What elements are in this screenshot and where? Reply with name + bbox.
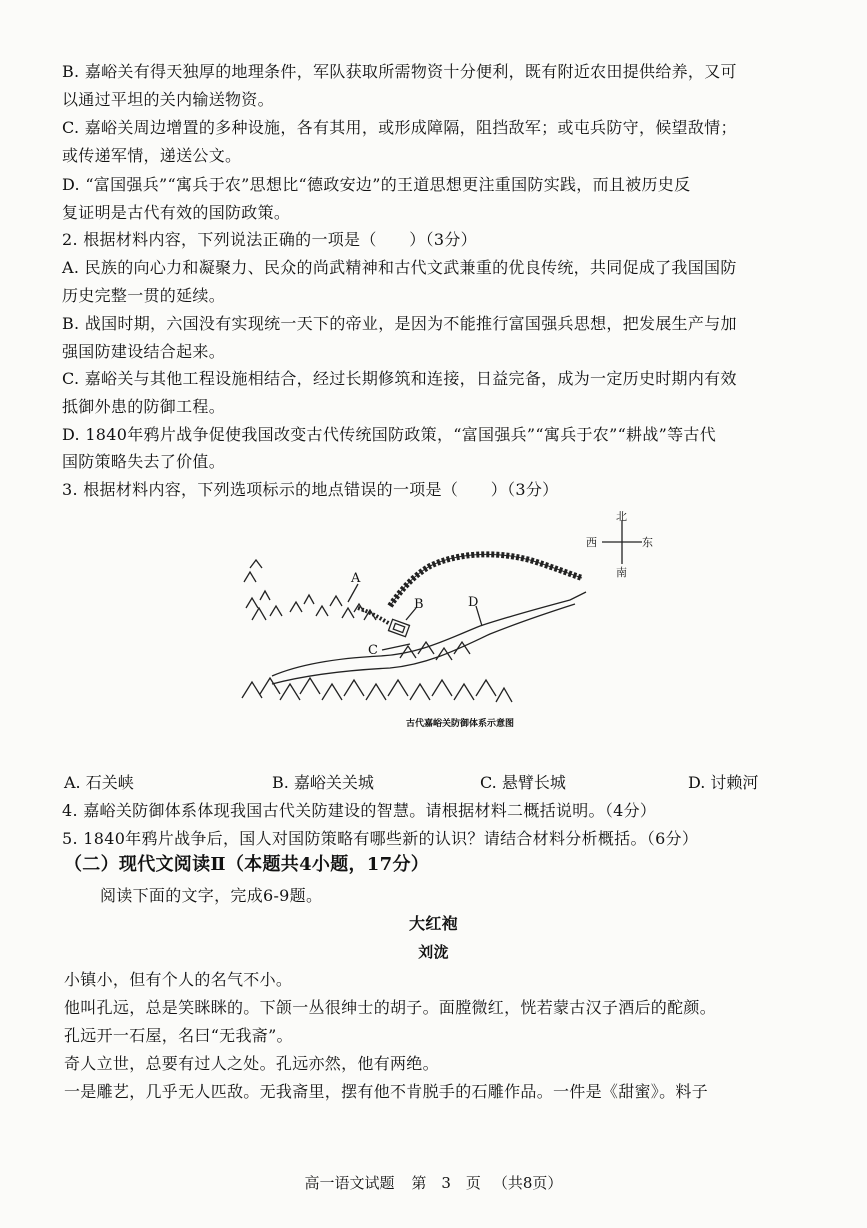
footer-page-number: 第 3 页: [411, 1174, 481, 1192]
story-line: 奇人立世，总要有过人之处。孔远亦然，他有两绝。: [64, 1054, 439, 1073]
story-line: 他叫孔远，总是笑眯眯的。下颌一丛很绅士的胡子。面膛微红，恍若蒙古汉子酒后的酡颜。: [64, 998, 717, 1017]
fort-icon: [388, 619, 409, 636]
q2-option-d-line2: 国防策略失去了价值。: [62, 452, 226, 471]
page-footer: [0, 1172, 867, 1193]
mountains-icon: [242, 560, 512, 702]
story-author: 刘泷: [418, 943, 449, 961]
river-line: [272, 592, 586, 676]
question-5: 5. 1840年鸦片战争后，国人对国防策略有哪些新的认识？请结合材料分析概括。（6分）: [62, 829, 699, 848]
defense-system-map: [230, 508, 690, 740]
footer-total-pages: （共8页）: [492, 1174, 563, 1192]
label-d: D: [468, 595, 479, 610]
label-b: B: [414, 597, 424, 612]
label-a: A: [351, 571, 361, 586]
q3-option-c: C. 悬臂长城: [480, 773, 566, 792]
map-caption: 古代嘉峪关防御体系示意图: [405, 719, 515, 729]
label-c: C: [368, 643, 378, 658]
q2-option-b-line1: B. 战国时期，六国没有实现统一天下的帝业，是因为不能推行富国强兵思想，把发展生产与加: [62, 314, 737, 333]
option-d-line2: 复证明是古代有效的国防政策。: [62, 203, 291, 222]
compass-west: 西: [586, 536, 597, 549]
compass-icon: [586, 510, 653, 579]
option-b-line1: B. 嘉峪关有得天独厚的地理条件，军队获取所需物资十分便利，既有附近农田提供给养，又可: [62, 62, 737, 81]
q2-option-c-line1: C. 嘉峪关与其他工程设施相结合，经过长期修筑和连接，日益完备，成为一定历史时期内有效: [62, 369, 737, 388]
question-3: 3. 根据材料内容，下列选项标示的地点错误的一项是（ ）（3分）: [62, 480, 559, 499]
story-line: 一是雕艺，几乎无人匹敌。无我斋里，摆有他不肯脱手的石雕作品。一件是《甜蜜》。料子: [64, 1082, 709, 1101]
story-title: 大红袍: [409, 914, 458, 933]
q2-option-a-line1: A. 民族的向心力和凝聚力、民众的尚武精神和古代文武兼重的优良传统，共同促成了我国国防: [62, 258, 737, 277]
footer-subject: 高一语文试题: [304, 1174, 395, 1192]
q3-option-a: A. 石关峡: [64, 773, 134, 792]
q2-option-a-line2: 历史完整一贯的延续。: [62, 286, 226, 305]
option-d-line1: D. “富国强兵”“寓兵于农”思想比“德政安边”的王道思想更注重国防实践，而且被历史反: [62, 175, 691, 194]
q3-option-b: B. 嘉峪关关城: [272, 773, 374, 792]
option-b-line2: 以通过平坦的关内输送物资。: [62, 90, 274, 109]
pointer-a: [348, 584, 358, 602]
section-title: （二）现代文阅读Ⅱ（本题共4小题，17分）: [64, 854, 430, 875]
reading-instruction: 阅读下面的文字，完成6-9题。: [100, 886, 323, 905]
q2-option-b-line2: 强国防建设结合起来。: [62, 342, 226, 361]
story-line: 小镇小，但有个人的名气不小。: [64, 970, 293, 989]
q2-option-c-line2: 抵御外患的防御工程。: [62, 397, 226, 416]
compass-east: 东: [642, 536, 653, 549]
q2-option-d-line1: D. 1840年鸦片战争促使我国改变古代传统国防政策，“富国强兵”“寓兵于农”“耕战”等古代: [62, 425, 717, 444]
option-c-line2: 或传递军情，递送公文。: [62, 146, 242, 165]
option-c-line1: C. 嘉峪关周边增置的多种设施，各有其用，或形成障隔，阻挡敌军；或屯兵防守，候望敌情；: [62, 118, 737, 137]
story-line: 孔远开一石屋，名曰“无我斋”。: [64, 1026, 293, 1045]
compass-north: 北: [616, 510, 627, 523]
question-4: 4. 嘉峪关防御体系体现我国古代关防建设的智慧。请根据材料二概括说明。（4分）: [62, 801, 657, 820]
question-2: 2. 根据材料内容，下列说法正确的一项是（ ）（3分）: [62, 230, 477, 249]
compass-south: 南: [616, 566, 627, 579]
q3-option-d: D. 讨赖河: [688, 773, 759, 792]
